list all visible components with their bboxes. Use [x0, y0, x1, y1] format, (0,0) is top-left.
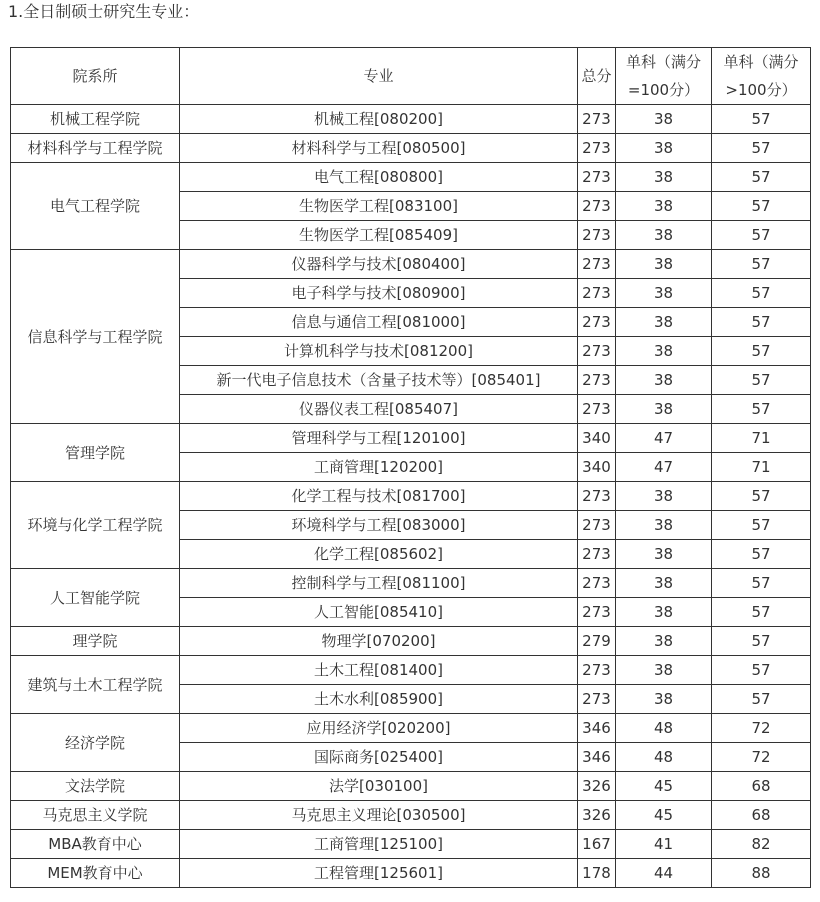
table-row — [11, 627, 811, 656]
single-eq-cell: 38 — [616, 627, 712, 656]
major-cell: 化学工程与技术[081700] — [180, 482, 578, 511]
major-cell: 仪器科学与技术[080400] — [180, 250, 578, 279]
major-cell: 计算机科学与技术[081200] — [180, 337, 578, 366]
single-gt-cell: 57 — [712, 163, 811, 192]
single-gt-cell: 57 — [712, 598, 811, 627]
major-cell: 应用经济学[020200] — [180, 714, 578, 743]
single-eq-cell: 47 — [616, 453, 712, 482]
single-eq-cell: 38 — [616, 279, 712, 308]
single-gt-cell: 57 — [712, 685, 811, 714]
single-gt-cell: 57 — [712, 366, 811, 395]
total-score-cell: 273 — [578, 395, 616, 424]
table-row — [11, 482, 811, 511]
total-score-cell: 273 — [578, 279, 616, 308]
major-cell: 电气工程[080800] — [180, 163, 578, 192]
table-row — [11, 163, 811, 192]
major-cell: 土木工程[081400] — [180, 656, 578, 685]
total-score-cell: 340 — [578, 453, 616, 482]
total-score-cell: 273 — [578, 656, 616, 685]
single-gt-cell: 68 — [712, 772, 811, 801]
major-cell: 控制科学与工程[081100] — [180, 569, 578, 598]
total-score-cell: 273 — [578, 569, 616, 598]
school-cell: 建筑与土木工程学院 — [11, 656, 180, 714]
single-gt-cell: 57 — [712, 134, 811, 163]
major-cell: 材料科学与工程[080500] — [180, 134, 578, 163]
total-score-cell: 279 — [578, 627, 616, 656]
major-cell: 工商管理[125100] — [180, 830, 578, 859]
total-score-cell: 273 — [578, 337, 616, 366]
total-score-cell: 273 — [578, 685, 616, 714]
single-eq-cell: 38 — [616, 656, 712, 685]
total-score-cell: 273 — [578, 540, 616, 569]
total-score-cell: 273 — [578, 598, 616, 627]
major-cell: 机械工程[080200] — [180, 105, 578, 134]
single-gt-cell: 71 — [712, 424, 811, 453]
single-gt-cell: 57 — [712, 308, 811, 337]
table-row — [11, 859, 811, 888]
single-gt-cell: 88 — [712, 859, 811, 888]
single-gt-cell: 57 — [712, 105, 811, 134]
school-cell: 文法学院 — [11, 772, 180, 801]
table-row — [11, 772, 811, 801]
single-eq-cell: 38 — [616, 337, 712, 366]
single-eq-cell: 41 — [616, 830, 712, 859]
major-cell: 生物医学工程[083100] — [180, 192, 578, 221]
single-eq-cell: 48 — [616, 714, 712, 743]
total-score-cell: 273 — [578, 134, 616, 163]
single-eq-cell: 38 — [616, 366, 712, 395]
single-gt-cell: 72 — [712, 743, 811, 772]
major-cell: 马克思主义理论[030500] — [180, 801, 578, 830]
major-cell: 电子科学与技术[080900] — [180, 279, 578, 308]
single-eq-cell: 38 — [616, 134, 712, 163]
school-cell: 马克思主义学院 — [11, 801, 180, 830]
total-score-cell: 273 — [578, 308, 616, 337]
single-eq-cell: 38 — [616, 308, 712, 337]
single-gt-cell: 57 — [712, 279, 811, 308]
major-cell: 法学[030100] — [180, 772, 578, 801]
single-eq-cell: 38 — [616, 482, 712, 511]
school-cell: 管理学院 — [11, 424, 180, 482]
major-cell: 国际商务[025400] — [180, 743, 578, 772]
total-score-cell: 273 — [578, 511, 616, 540]
single-eq-cell: 38 — [616, 250, 712, 279]
major-cell: 工程管理[125601] — [180, 859, 578, 888]
single-eq-cell: 38 — [616, 163, 712, 192]
single-gt-cell: 57 — [712, 540, 811, 569]
school-cell: 机械工程学院 — [11, 105, 180, 134]
single-eq-cell: 48 — [616, 743, 712, 772]
school-cell: 经济学院 — [11, 714, 180, 772]
total-score-cell: 346 — [578, 714, 616, 743]
major-cell: 新一代电子信息技术（含量子技术等）[085401] — [180, 366, 578, 395]
single-eq-cell: 38 — [616, 221, 712, 250]
header-single-gt: 单科（满分>100分） — [712, 48, 811, 105]
total-score-cell: 340 — [578, 424, 616, 453]
single-eq-cell: 38 — [616, 540, 712, 569]
major-cell: 环境科学与工程[083000] — [180, 511, 578, 540]
table-row — [11, 714, 811, 743]
header-major: 专业 — [180, 48, 578, 105]
total-score-cell: 273 — [578, 250, 616, 279]
school-cell: 环境与化学工程学院 — [11, 482, 180, 569]
single-gt-cell: 57 — [712, 569, 811, 598]
single-eq-cell: 38 — [616, 685, 712, 714]
header-total: 总分 — [578, 48, 616, 105]
school-cell: 电气工程学院 — [11, 163, 180, 250]
total-score-cell: 167 — [578, 830, 616, 859]
single-gt-cell: 57 — [712, 192, 811, 221]
table-row — [11, 134, 811, 163]
single-eq-cell: 38 — [616, 395, 712, 424]
major-cell: 信息与通信工程[081000] — [180, 308, 578, 337]
single-eq-cell: 38 — [616, 192, 712, 221]
major-cell: 工商管理[120200] — [180, 453, 578, 482]
single-gt-cell: 57 — [712, 395, 811, 424]
header-school: 院系所 — [11, 48, 180, 105]
school-cell: 理学院 — [11, 627, 180, 656]
single-gt-cell: 57 — [712, 250, 811, 279]
table-row — [11, 569, 811, 598]
single-eq-cell: 45 — [616, 801, 712, 830]
school-cell: MBA教育中心 — [11, 830, 180, 859]
major-cell: 仪器仪表工程[085407] — [180, 395, 578, 424]
single-eq-cell: 38 — [616, 105, 712, 134]
total-score-cell: 273 — [578, 105, 616, 134]
single-eq-cell: 44 — [616, 859, 712, 888]
single-eq-cell: 38 — [616, 511, 712, 540]
table-header-row — [11, 48, 811, 105]
school-cell: 材料科学与工程学院 — [11, 134, 180, 163]
major-cell: 人工智能[085410] — [180, 598, 578, 627]
single-gt-cell: 82 — [712, 830, 811, 859]
single-gt-cell: 68 — [712, 801, 811, 830]
school-cell: 人工智能学院 — [11, 569, 180, 627]
single-eq-cell: 45 — [616, 772, 712, 801]
score-table — [10, 47, 811, 888]
single-eq-cell: 38 — [616, 569, 712, 598]
header-single-eq: 单科（满分=100分） — [616, 48, 712, 105]
table-row — [11, 801, 811, 830]
total-score-cell: 273 — [578, 482, 616, 511]
school-cell: MEM教育中心 — [11, 859, 180, 888]
major-cell: 土木水利[085900] — [180, 685, 578, 714]
total-score-cell: 273 — [578, 366, 616, 395]
single-gt-cell: 57 — [712, 337, 811, 366]
total-score-cell: 273 — [578, 192, 616, 221]
single-gt-cell: 57 — [712, 511, 811, 540]
single-eq-cell: 38 — [616, 598, 712, 627]
single-gt-cell: 72 — [712, 714, 811, 743]
major-cell: 生物医学工程[085409] — [180, 221, 578, 250]
table-row — [11, 830, 811, 859]
school-cell: 信息科学与工程学院 — [11, 250, 180, 424]
single-gt-cell: 57 — [712, 627, 811, 656]
major-cell: 物理学[070200] — [180, 627, 578, 656]
major-cell: 管理科学与工程[120100] — [180, 424, 578, 453]
table-row — [11, 105, 811, 134]
table-row — [11, 656, 811, 685]
total-score-cell: 273 — [578, 163, 616, 192]
section-heading: 1.全日制硕士研究生专业： — [8, 2, 200, 21]
single-gt-cell: 57 — [712, 482, 811, 511]
total-score-cell: 273 — [578, 221, 616, 250]
table-row — [11, 424, 811, 453]
single-gt-cell: 71 — [712, 453, 811, 482]
total-score-cell: 326 — [578, 772, 616, 801]
major-cell: 化学工程[085602] — [180, 540, 578, 569]
total-score-cell: 326 — [578, 801, 616, 830]
single-eq-cell: 47 — [616, 424, 712, 453]
total-score-cell: 346 — [578, 743, 616, 772]
single-gt-cell: 57 — [712, 656, 811, 685]
single-gt-cell: 57 — [712, 221, 811, 250]
total-score-cell: 178 — [578, 859, 616, 888]
table-row — [11, 250, 811, 279]
